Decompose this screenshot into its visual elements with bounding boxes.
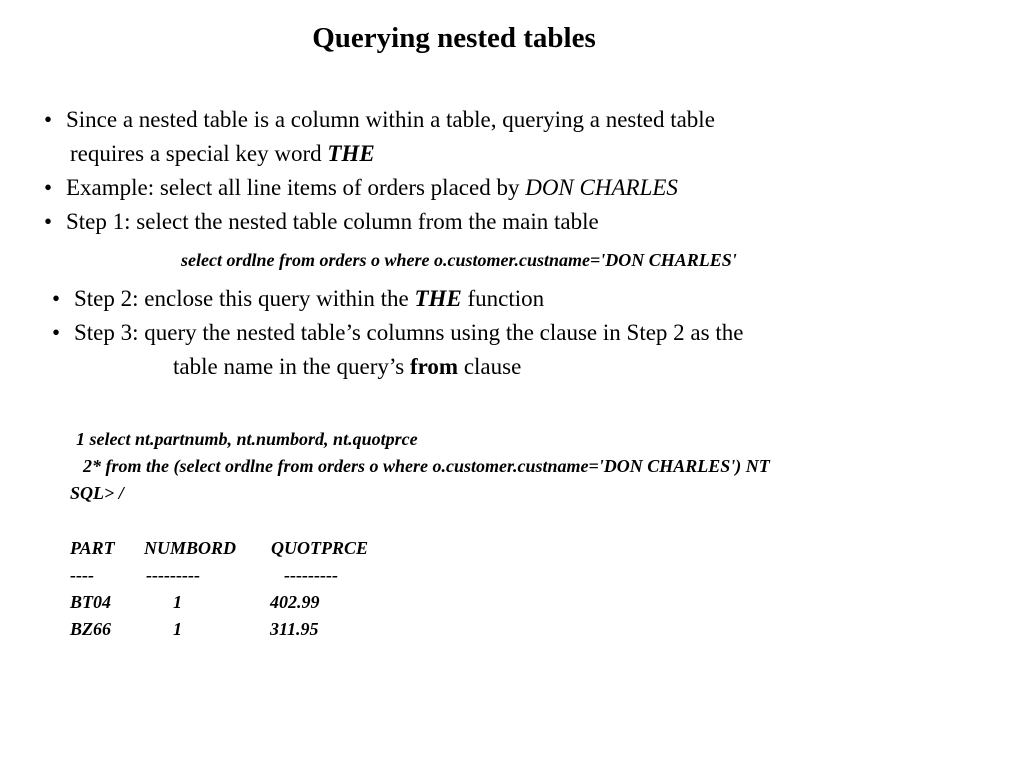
bullet-1-line-2 — [70, 140, 375, 168]
bullet-marker: • — [52, 320, 61, 345]
result-row-1-numbord: 1 — [173, 592, 182, 612]
keyword-the: THE — [327, 141, 375, 166]
bullet-marker: • — [44, 107, 53, 132]
keyword-from: from — [409, 354, 459, 379]
result-row-1-part: BT04 — [70, 592, 112, 612]
result-header-quotprce: QUOTPRCE — [271, 538, 369, 558]
customer-name: DON CHARLES — [525, 175, 678, 200]
bullet-2-text: Example: select all line items of orders placed by — [66, 175, 526, 200]
step-3-suffix: clause — [458, 354, 522, 379]
bullet-2 — [44, 174, 678, 202]
keyword-the: THE — [414, 286, 462, 311]
result-header-numbord: NUMBORD — [144, 538, 237, 558]
step-3-continuation: table name in the query’s — [173, 354, 410, 379]
step1-query: select ordlne from orders o where o.customer.custname='DON CHARLES' — [181, 250, 737, 270]
bullet-3-text: Step 1: select the nested table column from the main table — [66, 209, 599, 234]
result-row-2-part: BZ66 — [70, 619, 112, 639]
bullet-3 — [44, 208, 599, 236]
step-3-line-1 — [52, 319, 743, 347]
sql-prompt: SQL> / — [70, 483, 124, 503]
result-row-1-quotprce: 402.99 — [270, 592, 320, 612]
step-3-line-2 — [173, 353, 521, 381]
bullet-1-text: Since a nested table is a column within a table, querying a nested table — [66, 107, 715, 132]
result-header-part: PART — [70, 538, 115, 558]
bullet-1-continuation: requires a special key word — [70, 141, 328, 166]
bullet-marker: • — [44, 209, 53, 234]
sql-line-2: 2* from the (select ordlne from orders o where o.customer.custname='DON CHARLES') NT — [83, 456, 770, 476]
bullet-1-line-1 — [44, 106, 715, 134]
step-3-text: Step 3: query the nested table’s columns using the clause in Step 2 as the — [74, 320, 744, 345]
result-row-2-quotprce: 311.95 — [270, 619, 319, 639]
bullet-marker: • — [52, 286, 61, 311]
step-2 — [52, 285, 544, 313]
slide-title: Querying nested tables — [312, 22, 596, 54]
step-2-suffix: function — [461, 286, 545, 311]
bullet-marker: • — [44, 175, 53, 200]
result-separator-part: ---- — [70, 565, 94, 585]
result-separator-numbord: --------- — [146, 565, 200, 585]
result-row-2-numbord: 1 — [173, 619, 182, 639]
step-2-text: Step 2: enclose this query within the — [74, 286, 415, 311]
sql-line-1: 1 select nt.partnumb, nt.numbord, nt.quotprce — [76, 429, 418, 449]
result-separator-quotprce: --------- — [284, 565, 338, 585]
